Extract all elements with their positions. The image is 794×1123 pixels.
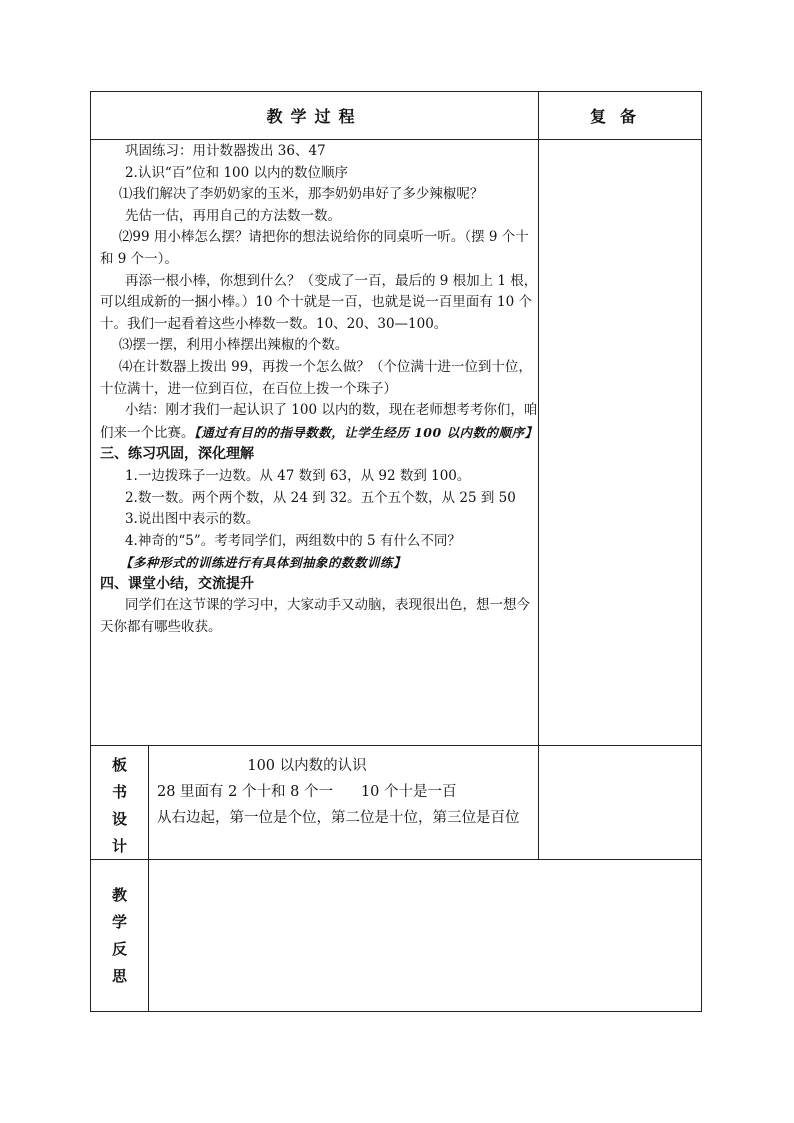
column-divider (538, 92, 539, 859)
header-divider (91, 139, 701, 140)
add-stick-paragraph: 再添一根小棒，你想到什么？（变成了一百，最后的 9 根加上 1 根，可以组成新的一捆小棒。）10 个十就是一百，也就是说一百里面有 10 个十。我们一起看着这些小棒数一数。10、20、30—100。 (100, 272, 538, 332)
board-line-1b: 10 个十是一百 (360, 784, 457, 800)
estimate-line: 先估一估，再用自己的方法数一数。 (124, 207, 341, 224)
row-divider-reflection (91, 859, 701, 860)
board-label-char: 书 (111, 783, 127, 801)
summary-paragraph (100, 400, 538, 444)
step-2-heading: 2.认识“百”位和 100 以内的数位顺序 (124, 164, 349, 181)
reflection-label-char: 教 (111, 886, 127, 904)
board-title: 100 以内数的认识 (247, 758, 367, 774)
closing-paragraph: 同学们在这节课的学习中，大家动手又动脑，表现很出色，想一想今天你都有哪些收获。 (100, 597, 530, 636)
exercise-3: 3.说出图中表示的数。 (124, 511, 260, 528)
reflection-label-char: 反 (111, 940, 127, 958)
exercise-4: 4.神奇的“5”。考考同学们，两组数中的 5 有什么不同？ (124, 532, 461, 549)
step-2-4: ⑷在计数器上拨出 99，再拨一个怎么做？（个位满十进一位到十位，十位满十，进一位到百位，在百位上拨一个珠子） (100, 358, 532, 397)
exercise-note: 【多种形式的训练进行有具体到抽象的数数训练】 (120, 555, 407, 571)
practice-line: 巩固练习：用计数器拨出 36、47 (124, 143, 326, 159)
board-label-char: 设 (111, 810, 127, 828)
board-line-2: 从右边起，第一位是个位，第二位是十位，第三位是百位 (157, 810, 520, 826)
board-line-1a: 28 里面有 2 个十和 8 个一 (157, 784, 333, 800)
summary-text: 小结：刚才我们一起认识了 100 以内的数，现在老师想考考你们，咱们来一个比赛。 (100, 402, 538, 441)
exercise-1: 1.一边拨珠子一边数。从 47 数到 63，从 92 数到 100。 (124, 467, 471, 484)
section-3-heading: 三、练习巩固，深化理解 (100, 446, 254, 463)
board-label-char: 计 (111, 837, 127, 855)
reflection-label-char: 思 (111, 967, 127, 985)
row-divider-board (91, 745, 701, 746)
header-teaching-process: 教学过程 (266, 107, 363, 126)
summary-note: 【通过有目的的指导数数，让学生经历 100 以内数的顺序】 (194, 424, 538, 440)
header-review: 复备 (589, 107, 650, 126)
step-2-3: ⑶摆一摆，利用小棒摆出辣椒的个数。 (118, 337, 349, 354)
board-design-label (91, 753, 148, 859)
reflection-label (91, 883, 148, 989)
step-2-1: ⑴我们解决了李奶奶家的玉米，那李奶奶串好了多少辣椒呢？ (118, 186, 484, 203)
label-column-divider (148, 745, 149, 1011)
step-2-2: ⑵99 用小棒怎么摆？请把你的想法说给你的同桌听一听。（摆 9 个十和 9 个一）。 (100, 229, 529, 267)
board-label-char: 板 (111, 756, 127, 774)
teaching-process-content (100, 141, 538, 639)
section-4-heading: 四、课堂小结，交流提升 (100, 575, 254, 592)
reflection-label-char: 学 (111, 913, 127, 931)
exercise-2: 2.数一数。两个两个数，从 24 到 32。五个五个数，从 25 到 50 (124, 489, 516, 506)
board-line-1 (157, 779, 537, 805)
board-design-content (157, 753, 537, 831)
lesson-plan-table (90, 91, 702, 1012)
